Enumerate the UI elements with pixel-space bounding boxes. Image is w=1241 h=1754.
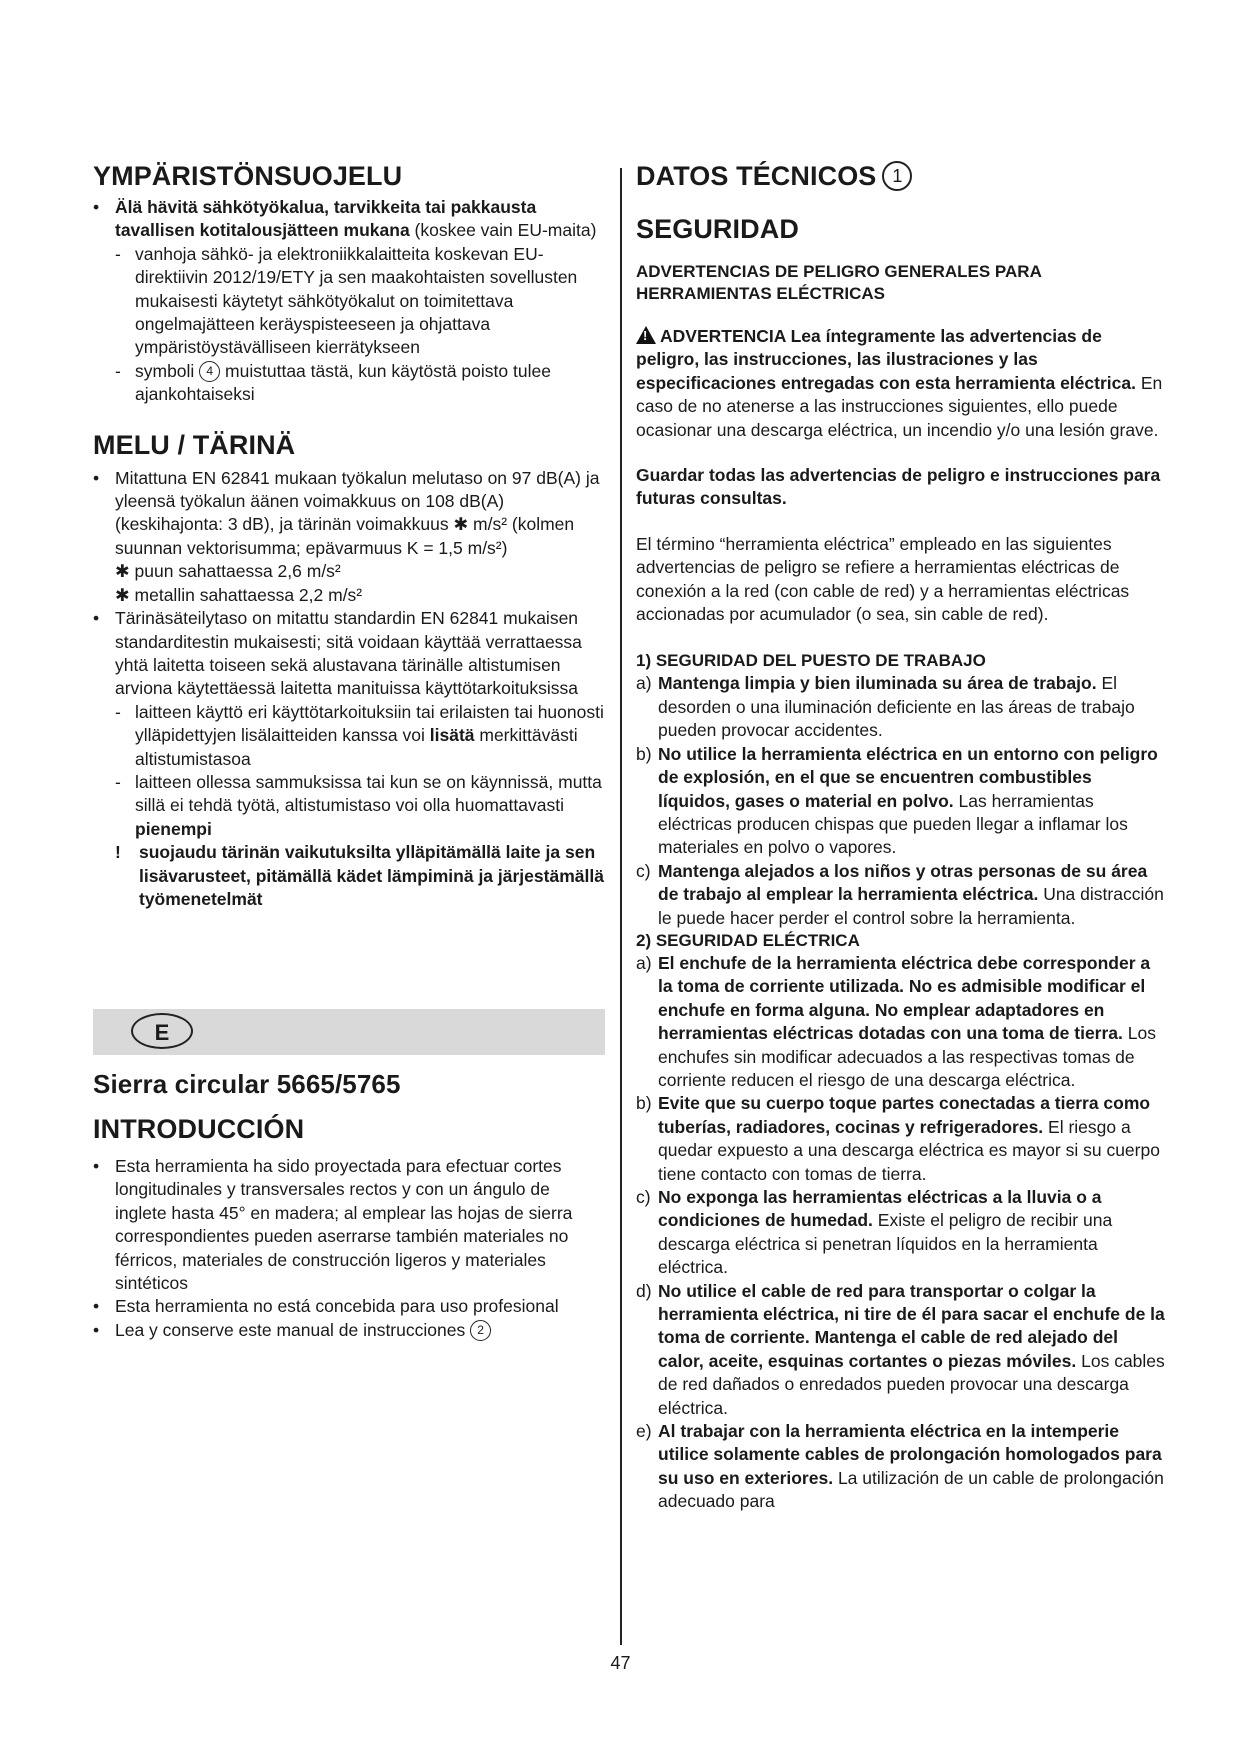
dash-bold-text: pienempi — [135, 818, 212, 839]
item-text: El riesgo a quedar expuesto a una descarga eléctrica es mayor si su cuerpo tiene contacto con tomas de tierra. — [658, 1116, 1160, 1184]
column-divider — [620, 168, 622, 1645]
list-item — [93, 1155, 605, 1295]
product-title: Sierra circular 5665/5765 — [93, 1069, 401, 1099]
item-letter: d) — [636, 1280, 652, 1301]
item-letter: a) — [636, 673, 652, 694]
item-text: Las herramientas eléctricas producen chispas que pueden llegar a inflamar los materiales en polvo o vapores. — [658, 790, 1128, 858]
dash-marker: - — [115, 360, 121, 381]
section-title-environment: YMPÄRISTÖNSUOJELU — [93, 161, 403, 191]
dash-marker: - — [115, 701, 121, 722]
dash-text: merkittävästi altistumistasoa — [135, 725, 578, 769]
item-bold-text: No exponga las herramientas eléctricas a la lluvia o a condiciones de humedad. — [658, 1187, 1102, 1231]
item-bold-text: El enchufe de la herramienta eléctrica debe corresponder a la toma de corriente utilizada. No es admisible modificar el enchufe en forma alguna. No emplear adaptadores en herramientas eléctricas dotadas con una toma de tierra. — [658, 952, 1151, 1044]
list-item — [636, 1420, 1166, 1514]
item-letter: b) — [636, 1093, 652, 1114]
list-item — [93, 607, 605, 701]
term-definition-paragraph: El término “herramienta eléctrica” empleado en las siguientes advertencias de peligro se refiere a herramientas eléctricas de conexión a la red (con cable de red) y a herramientas eléctricas accionadas por acumulador (o sea, sin cable de red). — [636, 533, 1130, 625]
dash-bold-text: lisätä — [429, 725, 475, 746]
item-bold-text: No utilice el cable de red para transportar o colgar la herramienta eléctrica, ni tire de él para sacar el enchufe de la toma de corriente. Mantenga el cable de red alejado del calor, aceite, esquinas cortantes o piezas móviles. — [658, 1280, 1165, 1371]
bullet-text: Esta herramienta no está concebida para uso profesional — [115, 1296, 559, 1317]
electrical-safety-list — [636, 952, 1166, 1514]
list-item — [93, 467, 605, 561]
figure-ref-2: 2 — [470, 1320, 491, 1341]
list-item — [636, 1280, 1166, 1420]
warning-bold-text: ADVERTENCIA Lea íntegramente las advertencias de peligro, las instrucciones, las ilustraciones y las especificaciones entregadas con esta herramienta eléctrica. — [636, 326, 1136, 393]
workplace-safety-list — [636, 672, 1166, 929]
list-item — [93, 584, 605, 607]
list-item — [93, 701, 605, 771]
right-column — [636, 160, 1166, 1514]
dash-text: laitteen käyttö eri käyttötarkoituksiin tai erilaisten tai huonosti ylläpidettyjen lisälaitteiden kanssa voi — [135, 701, 604, 746]
workplace-safety-heading: 1) SEGURIDAD DEL PUESTO DE TRABAJO — [636, 651, 986, 671]
exclamation-marker: ! — [115, 842, 121, 863]
list-item — [93, 1319, 605, 1342]
item-text: Existe el peligro de recibir una descarga eléctrica si penetran líquidos en la herramienta eléctrica. — [658, 1210, 1113, 1278]
figure-ref-4: 4 — [199, 361, 220, 382]
value-text: ✱ metallin sahattaessa 2,2 m/s² — [115, 584, 363, 605]
bullet-text: Tärinäsäteilytaso on mitattu standardin EN 62841 mukaisen standarditestin mukaisesti; sitä voidaan käyttää verrattaessa yhtä laitetta toiseen sekä alustavana tärinälle altistumisen arviona käytettäessä laitetta manituissa käyttötarkoituksissa — [115, 608, 582, 699]
general-warnings-heading: ADVERTENCIAS DE PELIGRO GENERALES PARA HERRAMIENTAS ELÉCTRICAS — [636, 262, 1042, 303]
technical-data-title: DATOS TÉCNICOS — [636, 161, 877, 191]
item-bold-text: Al trabajar con la herramienta eléctrica en la intemperie utilice solamente cables de prolongación homologados para su uso en exteriores. — [658, 1421, 1162, 1488]
list-item — [636, 860, 1166, 930]
list-item — [93, 560, 605, 583]
noise-list — [93, 467, 605, 912]
dash-text: muistuttaa tästä, kun käytöstä poisto tulee ajankohtaiseksi — [135, 360, 551, 405]
bullet-text: Lea y conserve este manual de instrucciones — [115, 1319, 471, 1340]
warning-triangle-icon — [636, 326, 656, 344]
section-title-intro: INTRODUCCIÓN — [93, 1114, 305, 1144]
dash-marker: - — [115, 243, 121, 264]
item-bold-text: Evite que su cuerpo toque partes conectadas a tierra como tuberías, radiadores, cocinas y refrigeradores. — [658, 1093, 1151, 1137]
bullet-text: (koskee vain EU-maita) — [409, 220, 597, 241]
language-bar — [93, 1009, 605, 1055]
electrical-safety-heading: 2) SEGURIDAD ELÉCTRICA — [636, 930, 860, 950]
list-item — [93, 243, 605, 360]
list-item — [636, 1092, 1166, 1186]
warning-text: suojaudu tärinän vaikutuksilta ylläpitämällä laite ja sen lisävarusteet, pitämällä kädet lämpiminä ja järjestämällä työmenetelmät — [139, 842, 604, 909]
dash-text: symboli — [135, 360, 200, 381]
warning-text: En caso de no atenerse a las instrucciones siguientes, ello puede ocasionar una descarga eléctrica, un incendio y/o una lesión grave. — [636, 372, 1163, 440]
bullet-text: Esta herramienta ha sido proyectada para efectuar cortes longitudinales y transversales rectos y con un ángulo de inglete hasta 45° en madera; al emplear las hojas de sierra correspondientes pueden aserrarse también materiales no férricos, materiales de construcción ligeros y materiales sintéticos — [115, 1156, 573, 1294]
list-item — [93, 360, 605, 407]
section-title-noise: MELU / TÄRINÄ — [93, 429, 296, 460]
list-item — [93, 196, 605, 243]
item-letter: b) — [636, 743, 652, 764]
intro-list — [93, 1155, 605, 1342]
list-item — [93, 771, 605, 841]
item-text: Los enchufes sin modificar adecuados a las respectivas tomas de corriente reducen el riesgo de una descarga eléctrica. — [658, 1023, 1156, 1090]
figure-ref-1: 1 — [882, 161, 912, 191]
list-item — [636, 743, 1166, 860]
left-column-lower — [93, 1068, 605, 1342]
item-bold-text: No utilice la herramienta eléctrica en un entorno con peligro de explosión, en el que se encuentren combustibles líquidos, gases o material en polvo. — [658, 743, 1158, 811]
section-title-technical-data — [636, 160, 1166, 192]
section-title-safety: SEGURIDAD — [636, 214, 799, 244]
item-letter: c) — [636, 860, 651, 881]
bullet-bold-text: Älä hävitä sähkötyökalua, tarvikkeita tai pakkausta tavallisen kotitalousjätteen mukana — [115, 197, 537, 241]
dash-marker: - — [115, 771, 121, 792]
item-text: El desorden o una iluminación deficiente en las áreas de trabajo pueden provocar accidentes. — [658, 673, 1135, 741]
list-item — [93, 1295, 605, 1318]
list-item — [636, 1186, 1166, 1280]
keep-warnings-paragraph: Guardar todas las advertencias de peligro e instrucciones para futuras consultas. — [636, 465, 1161, 509]
item-letter: a) — [636, 952, 652, 973]
value-text: ✱ puun sahattaessa 2,6 m/s² — [115, 561, 341, 582]
item-text: Los cables de red dañados o enredados pueden provocar una descarga eléctrica. — [658, 1350, 1165, 1418]
item-text: La utilización de un cable de prolongación adecuado para — [658, 1467, 1164, 1512]
list-item — [636, 672, 1166, 742]
left-column — [93, 160, 605, 911]
page-number: 47 — [610, 1653, 631, 1673]
item-letter: c) — [636, 1187, 651, 1207]
item-text: Una distracción le puede hacer perder el control sobre la herramienta. — [658, 884, 1164, 928]
bullet-text: Mitattuna EN 62841 mukaan työkalun melutaso on 97 dB(A) ja yleensä työkalun äänen voimakkuus on 108 dB(A) (keskihajonta: 3 dB), ja tärinän voimakkuus ✱ m/s² (kolmen suunnan vektorisumma; epävarmuus K = 1,5 m/s²) — [115, 467, 600, 558]
list-item — [636, 952, 1166, 1092]
warning-paragraph — [636, 325, 1166, 442]
item-bold-text: Mantenga alejados a los niños y otras personas de su área de trabajo al emplear la herramienta eléctrica. — [658, 860, 1148, 905]
environment-list — [93, 196, 605, 407]
item-letter: e) — [636, 1421, 652, 1442]
dash-text: laitteen ollessa sammuksissa tai kun se on käynnissä, mutta sillä ei tehdä työtä, altistumistaso voi olla huomattavasti — [135, 771, 602, 816]
item-bold-text: Mantenga limpia y bien iluminada su área de trabajo. — [658, 673, 1097, 694]
language-badge: E — [131, 1013, 193, 1049]
dash-text: vanhoja sähkö- ja elektroniikkalaitteita koskevan EU-direktiivin 2012/19/ETY ja sen maakohtaisten sovellusten mukaisesti käytetyt sähkötyökalut on toimitettava ongelmajätteen keräyspisteeseen ja ohjattava ympäristöystävälliseen kierrätykseen — [135, 243, 578, 358]
list-item — [93, 841, 605, 911]
